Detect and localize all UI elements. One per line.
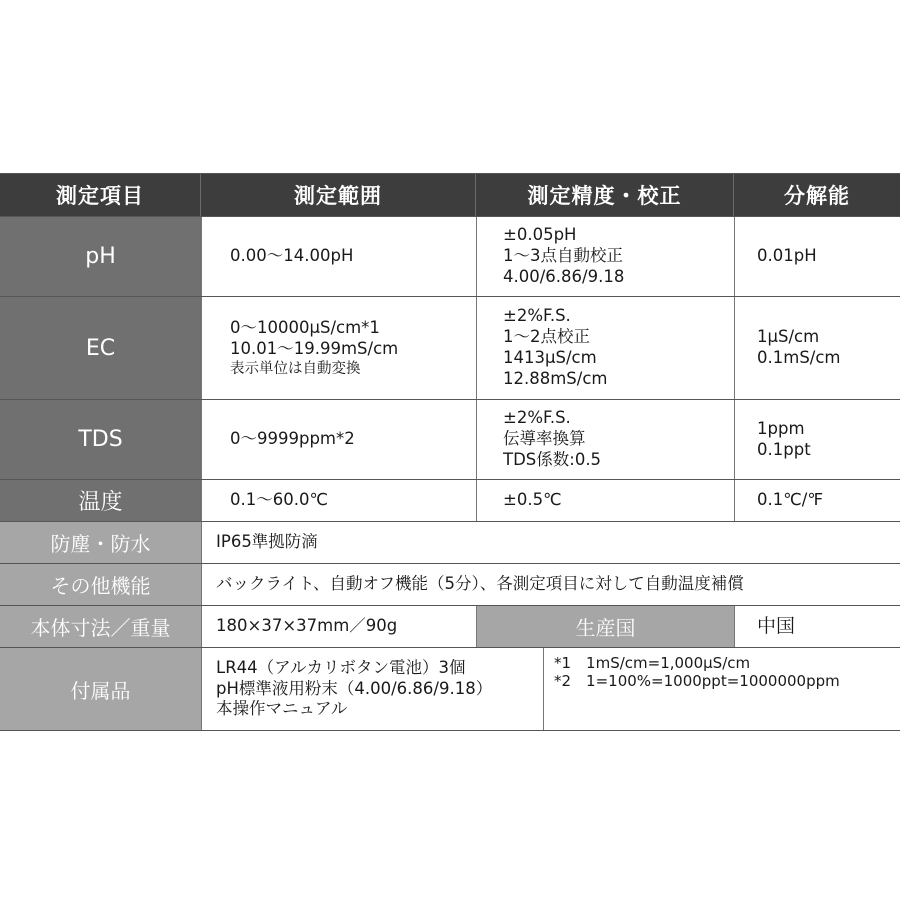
ec-accuracy-line: 12.88mS/cm [503, 368, 608, 388]
other-functions-value [201, 564, 900, 605]
tds-resolution [734, 400, 900, 479]
tds-range [201, 400, 476, 479]
accessory-item: 本操作マニュアル [216, 699, 348, 719]
ec-resolution-line: 0.1mS/cm [757, 348, 841, 367]
temperature-accuracy-line: ±0.5℃ [503, 490, 562, 510]
ec-range-line: 表示単位は自動変換 [230, 360, 361, 377]
ph-accuracy-line: 1～3点自動校正 [503, 246, 623, 266]
origin-text: 中国 [757, 614, 796, 637]
ec-resolution-line: 1μS/cm [757, 327, 820, 347]
table-row-ec [0, 297, 900, 400]
dustproof-text: IP65準拠防滴 [216, 532, 318, 552]
dimensions-text: 180×37×37mm／90g [216, 616, 398, 636]
tds-resolution-line: 0.1ppt [757, 439, 811, 459]
table-header-row [0, 174, 900, 217]
spec-table [0, 173, 900, 731]
temperature-accuracy [476, 480, 734, 521]
footnotes [543, 648, 900, 730]
footnote-2: *2 1=100%=1000ppt=1000000ppm [554, 672, 840, 690]
ph-accuracy-line: 4.00/6.86/9.18 [503, 266, 625, 286]
table-row-dimensions [0, 606, 900, 648]
accessory-item: pH標準液用粉末（4.00/6.86/9.18） [216, 678, 493, 698]
row-label-dimensions: 本体寸法／重量 [0, 606, 201, 647]
ec-accuracy-line: ±2%F.S. [503, 306, 571, 326]
footnote-1: *1 1mS/cm=1,000μS/cm [554, 654, 751, 672]
dimensions-value [201, 606, 476, 647]
dustproof-value [201, 522, 900, 563]
header-accuracy-calibration: 測定精度・校正 [476, 174, 734, 216]
row-label-ec: EC [0, 297, 201, 399]
temperature-resolution-line: 0.1℃/℉ [757, 490, 824, 510]
ec-resolution [734, 297, 900, 399]
table-row-accessories [0, 648, 900, 730]
tds-resolution-line: 1ppm [757, 418, 805, 438]
ec-range [201, 297, 476, 399]
ph-range [201, 217, 476, 296]
temperature-range [201, 480, 476, 521]
ph-accuracy-line: ±0.05pH [503, 225, 577, 245]
row-label-dustproof: 防塵・防水 [0, 522, 201, 563]
accessory-item: LR44（アルカリボタン電池）3個 [216, 657, 466, 677]
ph-range-line: 0.00～14.00pH [230, 246, 354, 266]
row-label-tds: TDS [0, 400, 201, 479]
ph-resolution-line: 0.01pH [757, 246, 817, 266]
origin-label: 生産国 [476, 606, 734, 647]
ph-resolution [734, 217, 900, 296]
table-row-temperature [0, 480, 900, 522]
other-functions-text: バックライト、自動オフ機能（5分）、各測定項目に対して自動温度補償 [216, 574, 744, 594]
tds-accuracy-line: TDS係数:0.5 [503, 449, 602, 469]
accessories-value [201, 648, 543, 730]
ec-range-line: 10.01～19.99mS/cm [230, 338, 399, 358]
temperature-range-line: 0.1～60.0℃ [230, 490, 329, 510]
ec-range-line: 0～10000μS/cm*1 [230, 318, 380, 338]
tds-accuracy [476, 400, 734, 479]
row-label-other-functions: その他機能 [0, 564, 201, 605]
tds-accuracy-line: 伝導率換算 [503, 429, 586, 449]
ec-accuracy-line: 1～2点校正 [503, 327, 590, 347]
row-label-ph: pH [0, 217, 201, 296]
ec-accuracy [476, 297, 734, 399]
row-label-accessories: 付属品 [0, 648, 201, 730]
header-resolution: 分解能 [784, 184, 850, 208]
tds-range-line: 0～9999ppm*2 [230, 429, 355, 449]
row-label-temperature: 温度 [0, 480, 201, 521]
header-measurement-range: 測定範囲 [201, 174, 476, 216]
tds-accuracy-line: ±2%F.S. [503, 408, 571, 428]
temperature-resolution [734, 480, 900, 521]
table-row-dustproof [0, 522, 900, 564]
ph-accuracy [476, 217, 734, 296]
table-row-ph [0, 217, 900, 297]
table-row-other-functions [0, 564, 900, 606]
ec-accuracy-line: 1413μS/cm [503, 348, 597, 367]
table-row-tds [0, 400, 900, 480]
origin-value [734, 606, 900, 647]
header-measurement-item: 測定項目 [0, 174, 201, 216]
